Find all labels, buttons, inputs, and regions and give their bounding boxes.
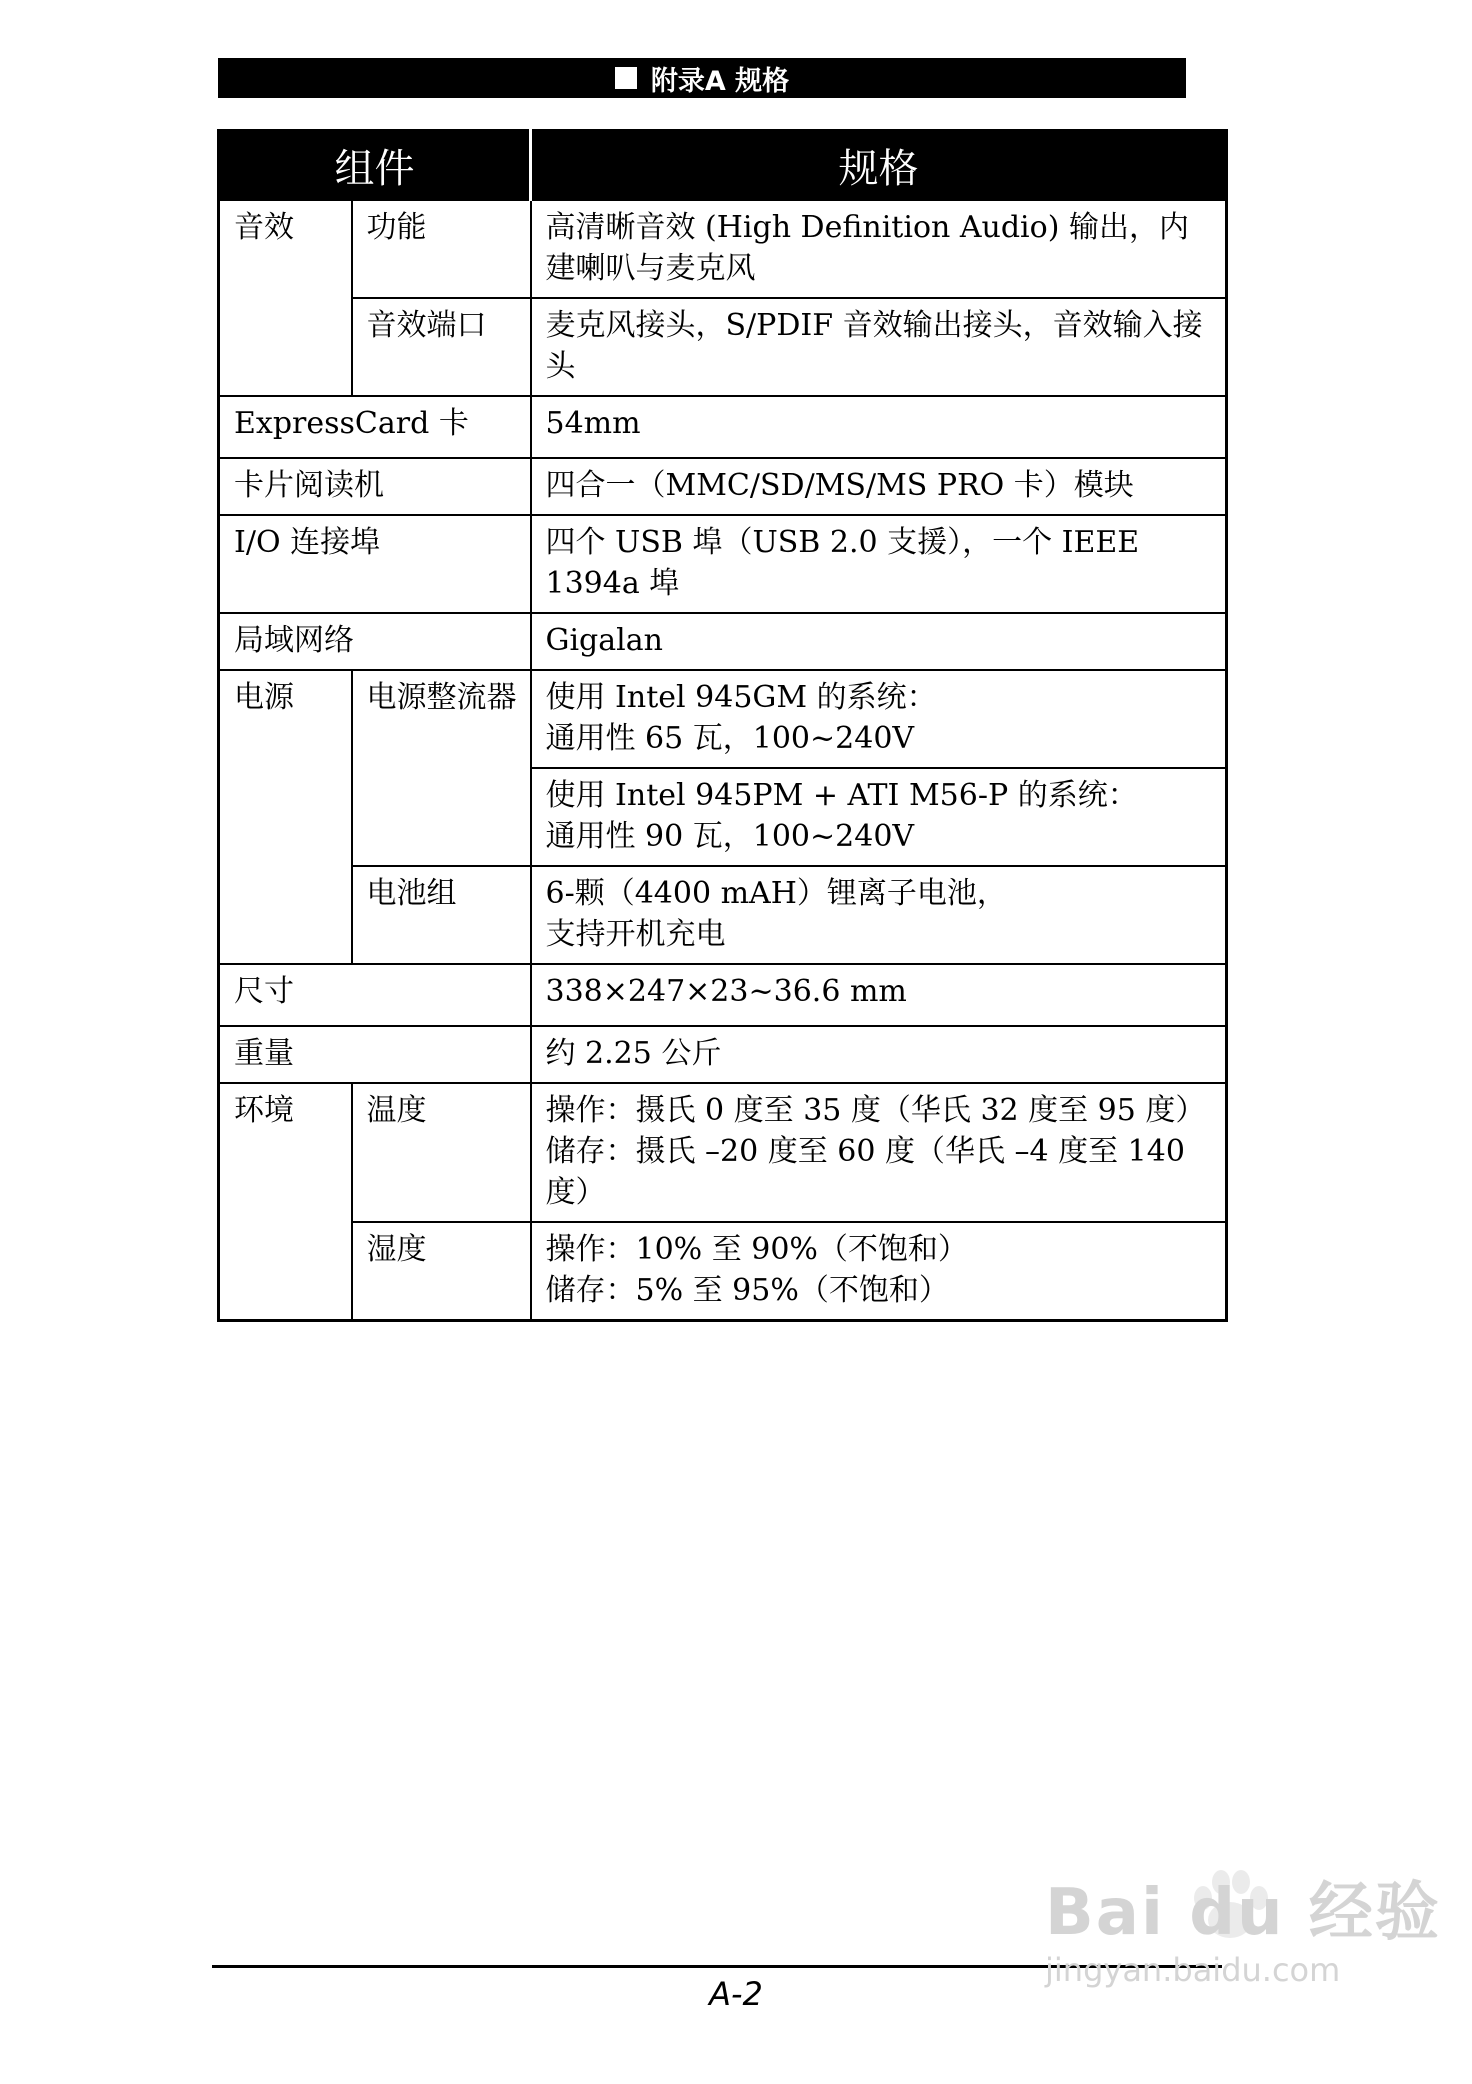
square-bullet-icon	[615, 67, 637, 89]
row-label-lan: 局域网络	[219, 613, 531, 670]
table-row	[219, 458, 1227, 515]
value-cardreader: 四合一（MMC/SD/MS/MS PRO 卡）模块	[531, 458, 1227, 515]
row-label-environment: 环境	[219, 1083, 352, 1321]
adapter-1-line1: 使用 Intel 945GM 的系统：	[545, 680, 937, 715]
table-row	[219, 515, 1227, 613]
value-dimensions: 338×247×23~36.6 mm	[531, 964, 1227, 1026]
row-label-expresscard: ExpressCard 卡	[219, 396, 531, 458]
row-label-dimensions: 尺寸	[219, 964, 531, 1026]
adapter-2-line2: 通用性 90 瓦，100~240V	[545, 819, 915, 854]
header-component: 组件	[219, 131, 531, 201]
adapter-1-line2: 通用性 65 瓦，100~240V	[545, 721, 915, 756]
appendix-title: 附录A 规格	[650, 65, 790, 97]
table-row	[219, 964, 1227, 1026]
sub-label-audio-port: 音效端口	[352, 298, 531, 396]
value-battery	[531, 866, 1227, 964]
value-lan: Gigalan	[531, 613, 1227, 670]
row-label-weight: 重量	[219, 1026, 531, 1083]
sub-label-battery: 电池组	[352, 866, 531, 964]
table-row	[219, 200, 1227, 298]
table-row	[219, 1083, 1227, 1222]
battery-line2: 支持开机充电	[545, 917, 726, 952]
row-label-cardreader: 卡片阅读机	[219, 458, 531, 515]
value-audio-function: 高清晰音效 (High Definition Audio) 输出，内建喇叭与麦克风	[531, 200, 1227, 298]
watermark-logo: Bai du 经验	[1045, 1876, 1441, 1950]
table-row	[219, 613, 1227, 670]
value-temperature	[531, 1083, 1227, 1222]
humidity-line1: 操作：10% 至 90%（不饱和）	[545, 1232, 968, 1267]
table-row	[219, 1026, 1227, 1083]
sub-label-audio-function: 功能	[352, 200, 531, 298]
row-label-io: I/O 连接埠	[219, 515, 531, 613]
row-label-audio: 音效	[219, 200, 352, 396]
table-row	[219, 866, 1227, 964]
adapter-2-line1: 使用 Intel 945PM + ATI M56-P 的系统：	[545, 778, 1138, 813]
watermark-url: jingyan.baidu.com	[1045, 1951, 1341, 1989]
temperature-line2: 储存：摄氏 –20 度至 60 度（华氏 –4 度至 140 度）	[545, 1134, 1185, 1210]
sub-label-power-adapter: 电源整流器	[352, 670, 531, 866]
value-io: 四个 USB 埠（USB 2.0 支援），一个 IEEE 1394a 埠	[531, 515, 1227, 613]
table-header-row	[219, 131, 1227, 201]
value-audio-port: 麦克风接头，S/PDIF 音效输出接头，音效输入接头	[531, 298, 1227, 396]
value-weight: 约 2.25 公斤	[531, 1026, 1227, 1083]
sub-label-humidity: 湿度	[352, 1222, 531, 1321]
page-number: A-2	[709, 1975, 763, 2013]
value-power-adapter-2	[531, 768, 1227, 866]
table-row	[219, 298, 1227, 396]
table-row	[219, 670, 1227, 768]
sub-label-temperature: 温度	[352, 1083, 531, 1222]
spec-table	[217, 129, 1228, 1322]
appendix-header-bar	[218, 58, 1186, 98]
value-power-adapter-1	[531, 670, 1227, 768]
value-expresscard: 54mm	[531, 396, 1227, 458]
humidity-line2: 储存：5% 至 95%（不饱和）	[545, 1273, 949, 1308]
battery-line1: 6-颗（4400 mAH）锂离子电池，	[545, 876, 1007, 911]
header-spec: 规格	[531, 131, 1227, 201]
table-row	[219, 396, 1227, 458]
row-label-power: 电源	[219, 670, 352, 964]
temperature-line1: 操作：摄氏 0 度至 35 度（华氏 32 度至 95 度）	[545, 1093, 1206, 1128]
table-row	[219, 1222, 1227, 1321]
baidu-watermark	[1045, 1878, 1441, 1988]
value-humidity	[531, 1222, 1227, 1321]
